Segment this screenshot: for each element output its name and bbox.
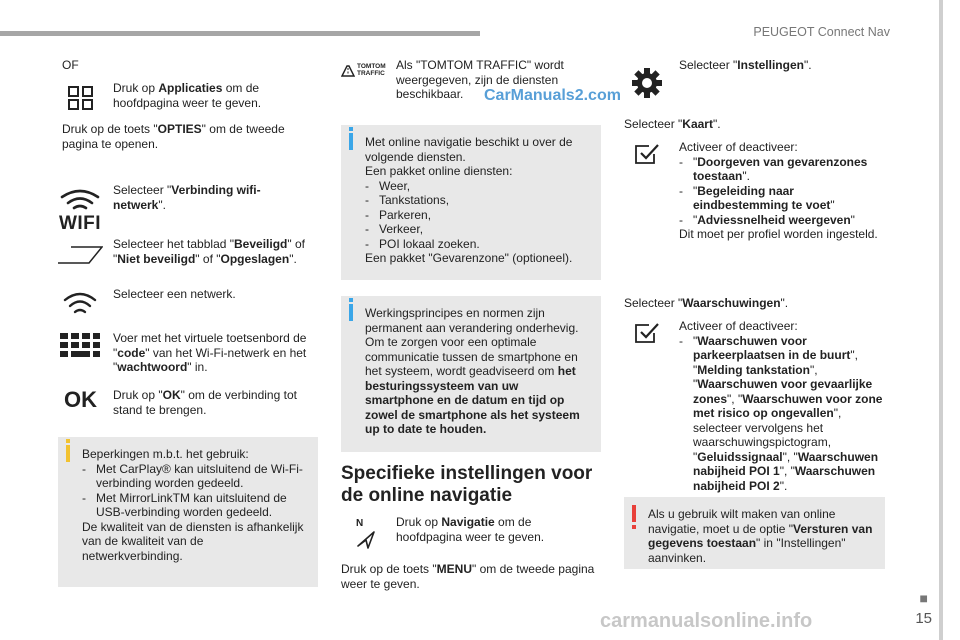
wifi-signal-icon: [62, 290, 98, 318]
standards-note: Werkingsprincipes en normen zijn permanent aan verandering onderhevig. Om te zorgen voor een optimale communicatie tussen de smartphone en het systeem, wordt geadviseerd om het besturingssysteem van uw smartphone en de datum en tijd op zowel de smartphone als het systeem up to date te houden.: [341, 296, 601, 452]
navigation-icon: [355, 516, 377, 550]
ok-icon: OK: [64, 387, 97, 412]
apps-instruction: Druk op Applicaties om de hoofdpagina weer te geven.: [113, 81, 262, 110]
data-sending-note: Als u gebruik wilt maken van online navigatie, moet u de optie "Versturen van gegevens toestaan" in "Instellingen" aanvinken.: [624, 497, 885, 569]
checkbox-icon: [634, 322, 660, 344]
checkbox-icon: [634, 143, 660, 165]
or-label: OF: [62, 58, 79, 72]
wifi-icon: [58, 188, 102, 232]
apps-grid-icon: [66, 85, 96, 111]
keyboard-instruction: Voer met het virtuele toetsenbord de "code" van het Wi-Fi-netwerk en het "wachtwoord" in.: [113, 331, 307, 374]
tomtom-traffic-icon: [341, 62, 387, 80]
tab-slash-icon: [56, 245, 104, 265]
usage-limits-note: Beperkingen m.b.t. het gebruik: - Met CarPlay® kan uitsluitend de Wi-Fi-verbinding worden gedeeld. - Met MirrorLinkTM kan uitsluitend de USB-verbinding worden gedeeld. De kwaliteit van de diensten is afhankelijk van de kwaliteit van de netwerkverbinding.: [58, 437, 318, 587]
navigation-instruction: Druk op Navigatie om de hoofdpagina weer te geven.: [396, 515, 545, 544]
keyboard-icon: [60, 333, 100, 357]
svg-text:N: N: [356, 518, 364, 529]
menu-instruction: Druk op de toets "MENU" om de tweede pagina weer te geven.: [341, 562, 595, 591]
warnings-instruction: Selecteer "Waarschuwingen".: [624, 296, 789, 310]
info-marker: [349, 304, 353, 321]
section-heading: Specifieke instellingen voor de online navigatie: [341, 463, 593, 506]
wifi-text: WIFI: [58, 212, 102, 234]
warning-toggles: Activeer of deactiveer: - "Waarschuwen voor parkeerplaatsen in de buurt", "Melding tankstation", "Waarschuwen voor gevaarlijke zones", "Waarschuwen voor zone met risico op ongevallen", selecteer vervolgens het waarschuwingspictogram, "Geluidssignaal", "Waarschuwen nabijheid POI 1", "Waarschuwen nabijheid POI 2".: [679, 319, 883, 493]
settings-instruction: Selecteer "Instellingen".: [679, 58, 812, 72]
map-instruction: Selecteer "Kaart".: [624, 117, 721, 131]
site-watermark: CarManuals2.com: [484, 87, 621, 104]
top-rule: [0, 31, 480, 36]
tomtom-instruction: Als "TOMTOM TRAFFIC" wordt weergegeven, zijn de diensten beschikbaar.: [396, 58, 564, 101]
side-rule: [939, 0, 943, 640]
tomtom-logo-text: TOMTOM TRAFFIC: [357, 63, 386, 77]
brand-header: PEUGEOT Connect Nav: [753, 25, 890, 39]
ok-instruction: Druk op "OK" om de verbinding tot stand te brengen.: [113, 388, 297, 417]
page-number: 15: [915, 610, 932, 627]
note-marker: [66, 445, 70, 462]
map-toggles: Activeer of deactiveer: - "Doorgeven van gevarenzones toestaan". - "Begeleiding naar eindbestemming te voet" - "Adviessnelheid weergeven" Dit moet per profiel worden ingesteld.: [679, 140, 878, 241]
footer-watermark: carmanualsonline.info: [600, 610, 813, 632]
tab-instruction: Selecteer het tabblad "Beveiligd" of "Niet beveiligd" of "Opgeslagen".: [113, 237, 305, 266]
warning-marker: [632, 505, 636, 522]
online-services-note: Met online navigatie beschikt u over de volgende diensten. Een pakket online diensten: - Weer, - Tankstations, - Parkeren, - Verkeer, - POI lokaal zoeken. Een pakket "Gevarenzone" (optioneel).: [341, 125, 601, 280]
gear-icon: [630, 66, 664, 100]
wifi-instruction: Selecteer "Verbinding wifi-netwerk".: [113, 183, 261, 212]
end-mark: ■: [919, 590, 928, 606]
network-instruction: Selecteer een netwerk.: [113, 287, 236, 301]
info-marker: [349, 133, 353, 150]
options-instruction: Druk op de toets "OPTIES" om de tweede pagina te openen.: [62, 122, 285, 151]
